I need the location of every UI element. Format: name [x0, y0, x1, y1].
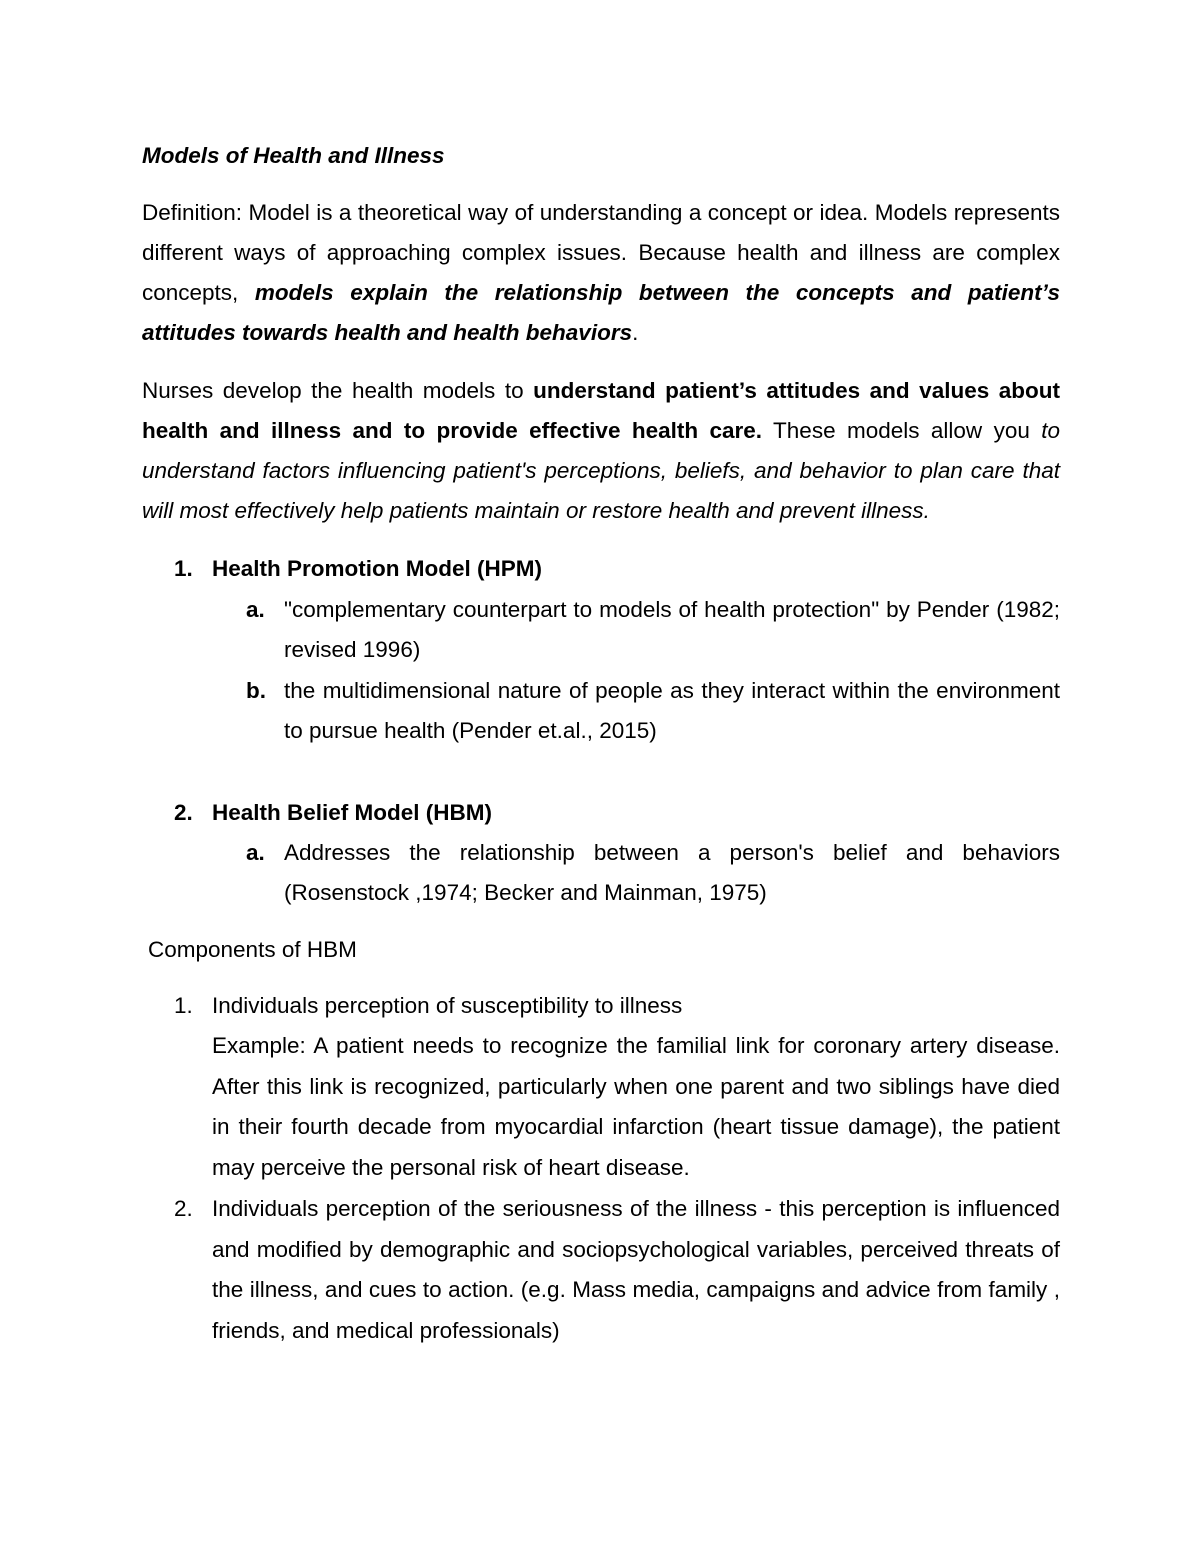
document-title: Models of Health and Illness: [142, 143, 445, 168]
nurses-middle: These models allow you: [762, 418, 1042, 443]
sub-item-text: "complementary counterpart to models of health protection" by Pender (1982; revised 1996): [284, 597, 1060, 662]
nurses-bold: understand patient’s attitudes and values about health and illness and to provide effective health care.: [142, 378, 1060, 443]
nurses-italic: to understand factors influencing patient's perceptions, beliefs, and behavior to plan care that will most effectively help patients maintain or restore health and prevent illness.: [142, 418, 1061, 523]
sub-item-text: Addresses the relationship between a person's belief and behaviors (Rosenstock ,1974; Becker and Mainman, 1975): [284, 840, 1060, 905]
nurses-lead: Nurses develop the health models to: [142, 378, 534, 403]
definition-emphasis: models explain the relationship between the concepts and patient’s attitudes towards health and health behaviors: [142, 280, 1060, 345]
component-text: Individuals perception of susceptibility to illness: [212, 993, 683, 1018]
model-number: 1.: [174, 556, 193, 581]
definition-paragraph: [142, 193, 1060, 353]
definition-text: Definition: Model is a theoretical way of understanding a concept or idea. Models represents different ways of approaching complex issues. Because health and illness are complex concepts,: [142, 200, 1060, 305]
sub-item-letter: a.: [246, 597, 265, 622]
model-heading: Health Belief Model (HBM): [212, 800, 493, 825]
sub-item-letter: a.: [246, 840, 265, 865]
component-number: 1.: [174, 993, 193, 1018]
component-example: Example: A patient needs to recognize the familial link for coronary artery disease. After this link is recognized, particularly when one parent and two siblings have died in their fourth decade from myocardial infarction (heart tissue damage), the patient may perceive the personal risk of heart disease.: [212, 1033, 1060, 1180]
nurses-paragraph: [142, 371, 1060, 531]
sub-item-text: the multidimensional nature of people as they interact within the environment to pursue health (Pender et.al., 2015): [284, 678, 1060, 743]
component-number: 2.: [174, 1196, 193, 1221]
model-number: 2.: [174, 800, 193, 825]
sub-item-letter: b.: [246, 678, 266, 703]
model-heading: Health Promotion Model (HPM): [212, 556, 542, 581]
components-heading: Components of HBM: [148, 937, 357, 962]
component-text: Individuals perception of the seriousness of the illness - this perception is influenced and modified by demographic and sociopsychological variables, perceived threats of the illness, and cues to action. (e.g. Mass media, campaigns and advice from family , friends, and medical professionals): [212, 1196, 1060, 1343]
definition-end: .: [632, 320, 639, 345]
